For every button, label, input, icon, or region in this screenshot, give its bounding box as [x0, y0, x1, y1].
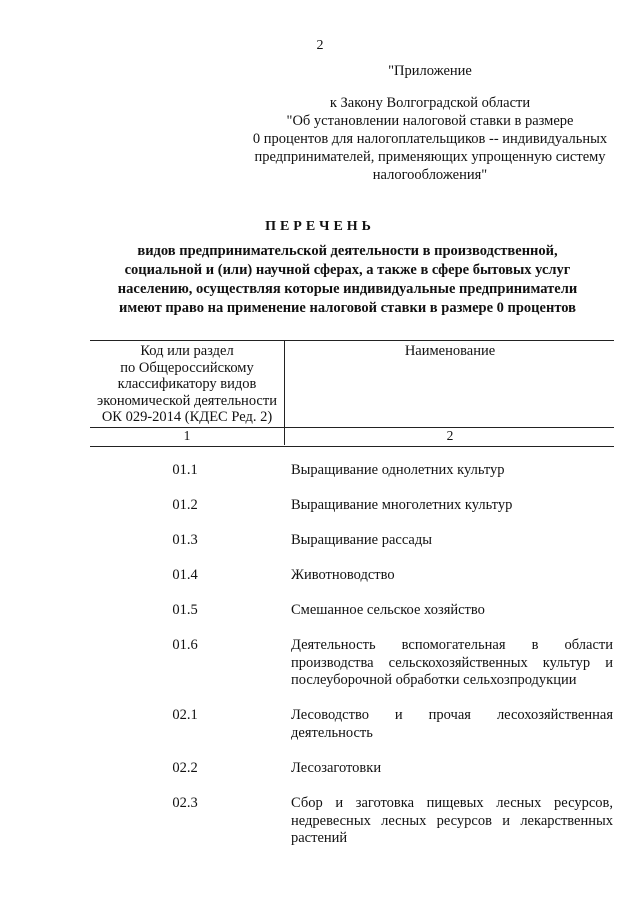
document-subtitle — [105, 242, 590, 318]
row-name: Выращивание многолетних культур — [291, 497, 513, 513]
column-divider — [284, 341, 285, 445]
row-code: 01.5 — [172, 602, 198, 618]
header-code-cell — [90, 343, 284, 426]
appendix-line: предпринимателей, применяющих упрощенную систему — [254, 149, 606, 165]
row-code: 02.3 — [172, 795, 198, 811]
document-title: ПЕРЕЧЕНЬ — [265, 219, 375, 234]
row-name: Лесоводство и прочая лесохозяйственная деятельность — [291, 707, 613, 741]
row-name: Выращивание рассады — [291, 532, 432, 548]
row-name: Сбор и заготовка пищевых лесных ресурсов, недревесных лесных ресурсов и лекарственных растений — [291, 795, 613, 846]
appendix-line: к Закону Волгоградской области — [329, 95, 531, 111]
subtitle-line: социальной и (или) научной сферах, а также в сфере бытовых услуг — [124, 262, 571, 278]
subtitle-line: видов предпринимательской деятельности в производственной, — [137, 243, 558, 259]
column-number-2: 2 — [446, 428, 454, 443]
appendix-line: 0 процентов для налогоплательщиков -- индивидуальных — [252, 131, 608, 147]
appendix-line: налогообложения" — [372, 167, 488, 183]
header-code-line: по Общероссийскому — [120, 359, 254, 376]
row-code: 01.4 — [172, 567, 198, 583]
row-code: 02.1 — [172, 707, 198, 723]
row-name: Лесозаготовки — [291, 760, 382, 776]
row-name: Смешанное сельское хозяйство — [291, 602, 485, 618]
subtitle-line: населению, осуществляя которые индивидуальные предприниматели — [117, 281, 578, 297]
row-code: 01.6 — [172, 637, 198, 653]
header-code-line: экономической деятельности — [97, 392, 277, 409]
table-header — [90, 340, 614, 447]
appendix-header — [240, 62, 620, 184]
page-number: 2 — [316, 38, 324, 53]
row-code: 01.2 — [172, 497, 198, 513]
header-code-line: классификатору видов — [117, 376, 257, 392]
row-name: Деятельность вспомогательная в области производства сельскохозяйственных культур и послеуборочной обработки сельхозпродукции — [291, 637, 613, 688]
row-code: 01.3 — [172, 532, 198, 548]
row-code: 01.1 — [172, 462, 198, 478]
row-name: Выращивание однолетних культур — [291, 462, 505, 478]
appendix-line: "Об установлении налоговой ставки в размере — [286, 113, 574, 129]
header-code-line: Код или раздел — [140, 343, 234, 359]
row-code: 02.2 — [172, 760, 198, 776]
subtitle-line: имеют право на применение налоговой ставки в размере 0 процентов — [119, 300, 576, 316]
column-number-1: 1 — [183, 428, 191, 443]
row-name: Животноводство — [291, 567, 395, 583]
header-code-line: ОК 029-2014 (КДЕС Ред. 2) — [101, 409, 273, 425]
appendix-title: "Приложение — [388, 63, 472, 79]
header-name-cell: Наименование — [404, 343, 496, 359]
